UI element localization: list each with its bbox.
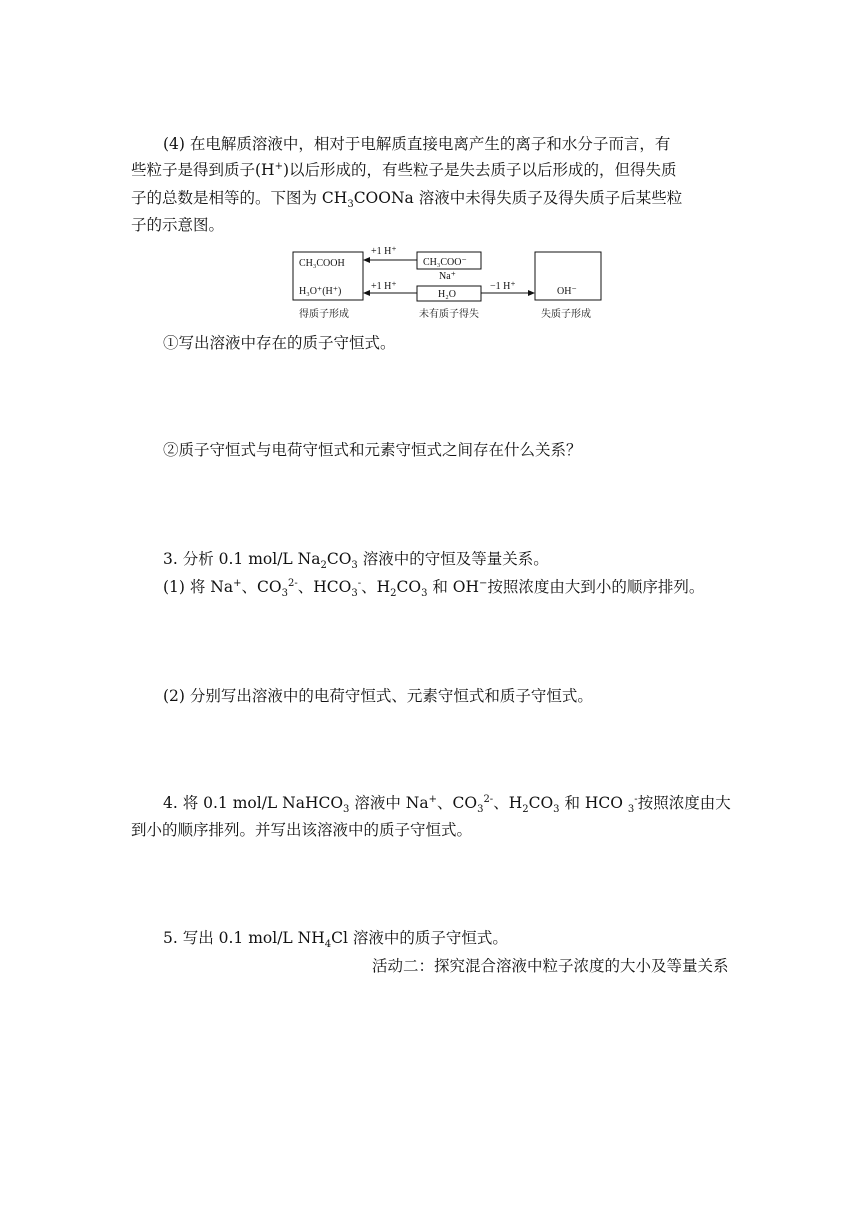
activity-2-heading: 活动二：探究混合溶液中粒子浓度的大小及等量关系 — [372, 957, 729, 975]
left-box-top-text: CH₃COOH — [299, 258, 345, 269]
left-box-bottom-text: H₃O⁺(H⁺) — [299, 286, 342, 297]
arrow-bottom-left-label: +1 H⁺ — [371, 281, 397, 292]
q4-intro-line-2: 些粒子是得到质子(H+)以后形成的，有些粒子是失去质子以后形成的，但得失质 — [131, 160, 677, 179]
q5-line: 5. 写出 0.1 mol/L $NH_4Cl$ 溶液中的质子守恒式。 — [163, 929, 508, 951]
proton-diagram — [285, 240, 615, 324]
arrow-top-label: +1 H⁺ — [371, 246, 397, 257]
caption-left: 得质子形成 — [299, 309, 349, 320]
q4-sub2: ②质子守恒式与电荷守恒式和元素守恒式之间存在什么关系？ — [163, 441, 582, 459]
right-box-text: OH⁻ — [557, 286, 577, 297]
q3-part1: (1) 将 Na+、$CO_3^{2-}$、$HCO_3^-$、$H_2CO_3$ 和 OH−按照浓度由大到小的顺序排列。 — [163, 577, 705, 600]
q3-part2: (2) 分别写出溶液中的电荷守恒式、元素守恒式和质子守恒式。 — [163, 687, 593, 705]
q3-title: 3. 分析 0.1 mol/L $Na_2CO_3$ 溶液中的守恒及等量关系。 — [163, 550, 549, 572]
q4-intro-line-1: (4) 在电解质溶液中，相对于电解质直接电离产生的离子和水分子而言，有 — [163, 135, 671, 153]
mid-bottom-box-text: H₂O — [438, 289, 456, 300]
caption-mid: 未有质子得失 — [419, 309, 479, 320]
mid-top-box-text: CH₃COO⁻ — [423, 257, 467, 268]
q4b-line-2: 到小的顺序排列。并写出该溶液中的质子守恒式。 — [131, 821, 473, 839]
q4-sub1: ①写出溶液中存在的质子守恒式。 — [163, 334, 396, 352]
mid-na-text: Na⁺ — [439, 271, 456, 282]
q4b-line-1: 4. 将 0.1 mol/L NaHCO$_3$ 溶液中 Na+、$CO_3^{2-}$、$H_2CO_3$ 和 HCO $_3$-按照浓度由大 — [163, 793, 731, 816]
arrow-bottom-right-label: −1 H⁺ — [490, 281, 516, 292]
q4-intro-line-3: 子的总数是相等的。下图为 $CH_3COONa$ 溶液中未得失质子及得失质子后某些粒 — [131, 189, 683, 211]
q4-intro-line-4: 子的示意图。 — [131, 216, 225, 234]
caption-right: 失质子形成 — [541, 309, 591, 320]
